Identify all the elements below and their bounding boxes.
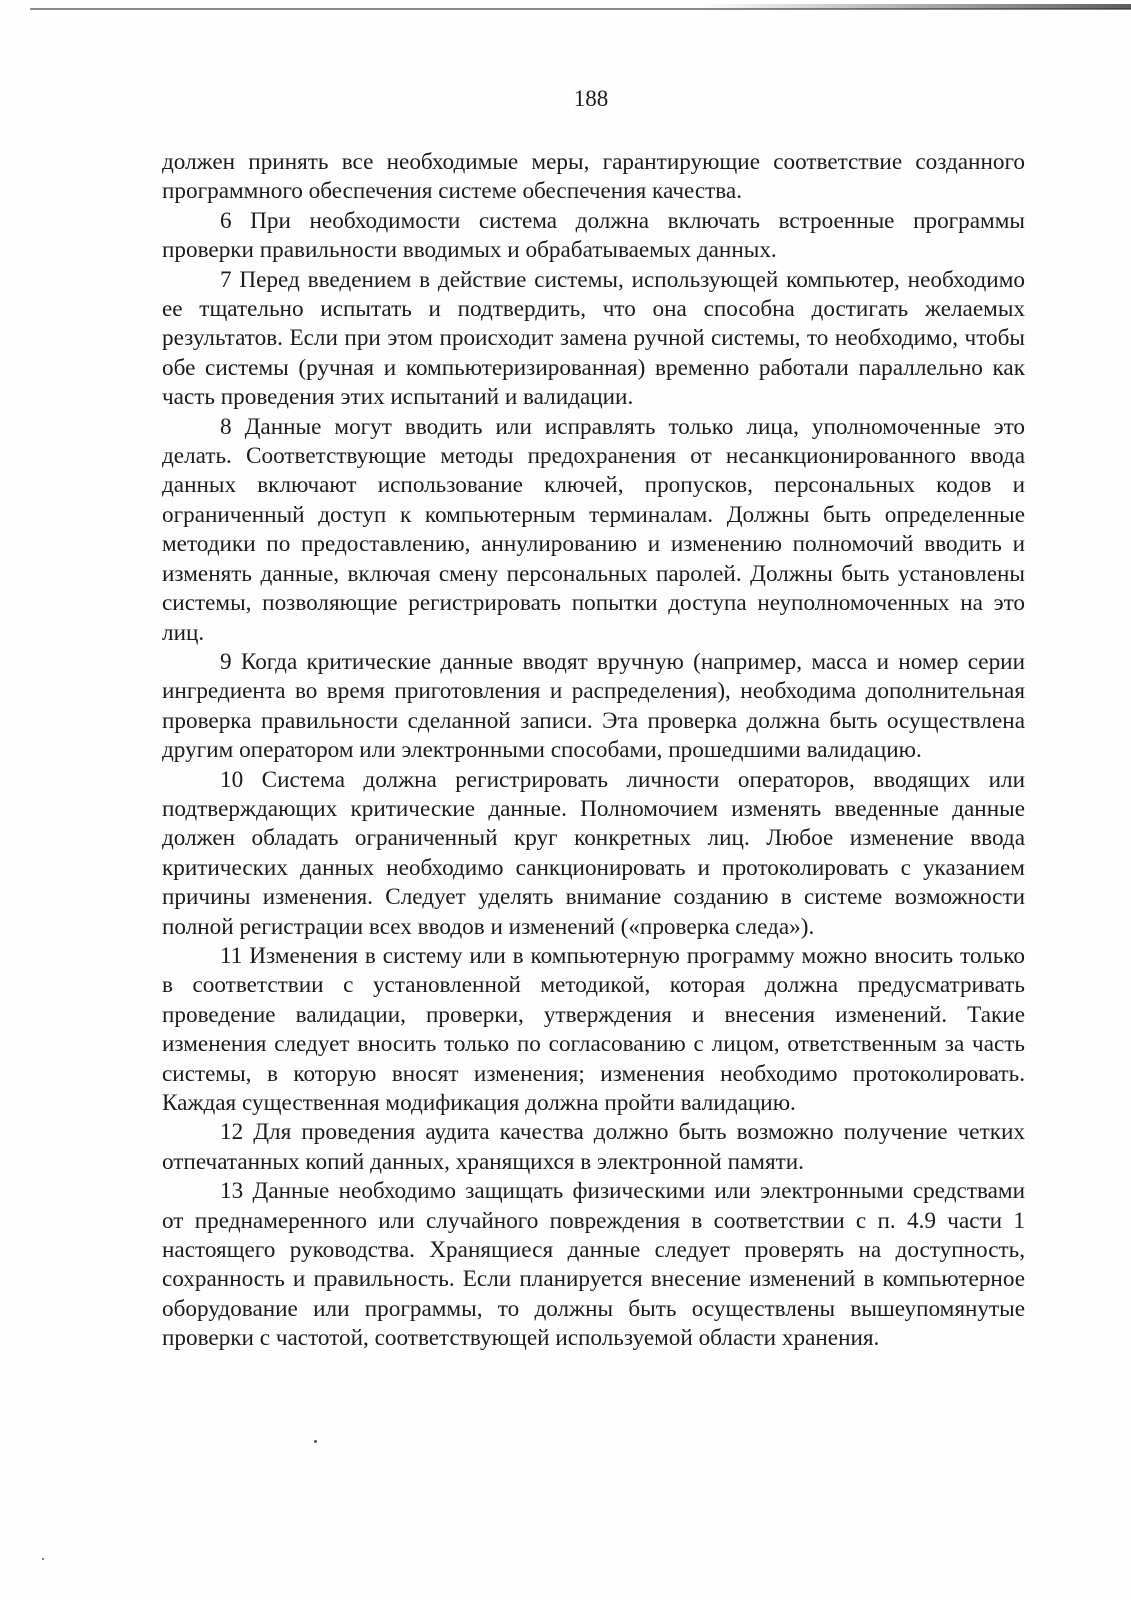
paragraph-9: 9 Когда критические данные вводят вручную (например, масса и номер серии ингредиента во время приготовления и распределения), необходима дополнительная проверка правильности сделанной записи. Эта проверка должна быть осуществлена другим оператором или электронными способами, прошедшими валидацию.	[162, 648, 1025, 764]
scan-speck	[314, 1440, 317, 1443]
paragraph-10: 10 Система должна регистрировать личности операторов, вводящих или подтверждающих критические данные. Полномочием изменять введенные данные должен обладать ограниченный круг конкретных лиц. Любое изменение ввода критических данных необходимо санкционировать и протоколировать с указанием причины изменения. Следует уделять внимание созданию в системе возможности полной регистрации всех вводов и изменений («проверка следа»).	[162, 766, 1025, 940]
top-edge-shadow	[700, 4, 1131, 9]
paragraph-continuation: должен принять все необходимые меры, гарантирующие соответствие созданного программного обеспечения системе обеспечения качества.	[162, 149, 1025, 205]
paragraph-8: 8 Данные могут вводить или исправлять только лица, уполномоченные это делать. Соответствующие методы предохранения от несанкционированного ввода данных включают использование ключей, пропусков, персональных кодов и ограниченный доступ к компьютерным терминалам. Должны быть определенные методики по предоставлению, аннулированию и изменению полномочий вводить и изменять данные, включая смену персональных паролей. Должны быть установлены системы, позволяющие регистрировать попытки доступа неуполномоченных на это лиц.	[162, 413, 1025, 646]
body-text	[162, 148, 1025, 1354]
paragraph-7: 7 Перед введением в действие системы, использующей компьютер, необходимо ее тщательно испытать и подтвердить, что она способна достигать желаемых результатов. Если при этом происходит замена ручной системы, то необходимо, чтобы обе системы (ручная и компьютеризированная) временно работали параллельно как часть проведения этих испытаний и валидации.	[162, 266, 1025, 411]
page-number: 188	[573, 86, 609, 111]
scan-speck	[42, 1558, 44, 1560]
paragraph-11: 11 Изменения в систему или в компьютерную программу можно вносить только в соответствии с установленной методикой, которая должна предусматривать проведение валидации, проверки, утверждения и внесения изменений. Такие изменения следует вносить только по согласованию с лицом, ответственным за часть системы, в которую вносят изменения; изменения необходимо протоколировать. Каждая существенная модификация должна пройти валидацию.	[162, 942, 1025, 1116]
paragraph-13: 13 Данные необходимо защищать физическими или электронными средствами от преднамеренного или случайного повреждения в соответствии с п. 4.9 части 1 настоящего руководства. Хранящиеся данные следует проверять на доступность, сохранность и правильность. Если планируется внесение изменений в компьютерное оборудование или программы, то должны быть осуществлены вышеупомянутые проверки с частотой, соответствующей используемой области хранения.	[162, 1178, 1025, 1352]
paragraph-6: 6 При необходимости система должна включать встроенные программы проверки правильности вводимых и обрабатываемых данных.	[162, 207, 1025, 264]
paragraph-12: 12 Для проведения аудита качества должно быть возможно получение четких отпечатанных копий данных, хранящихся в электронной памяти.	[162, 1119, 1025, 1175]
